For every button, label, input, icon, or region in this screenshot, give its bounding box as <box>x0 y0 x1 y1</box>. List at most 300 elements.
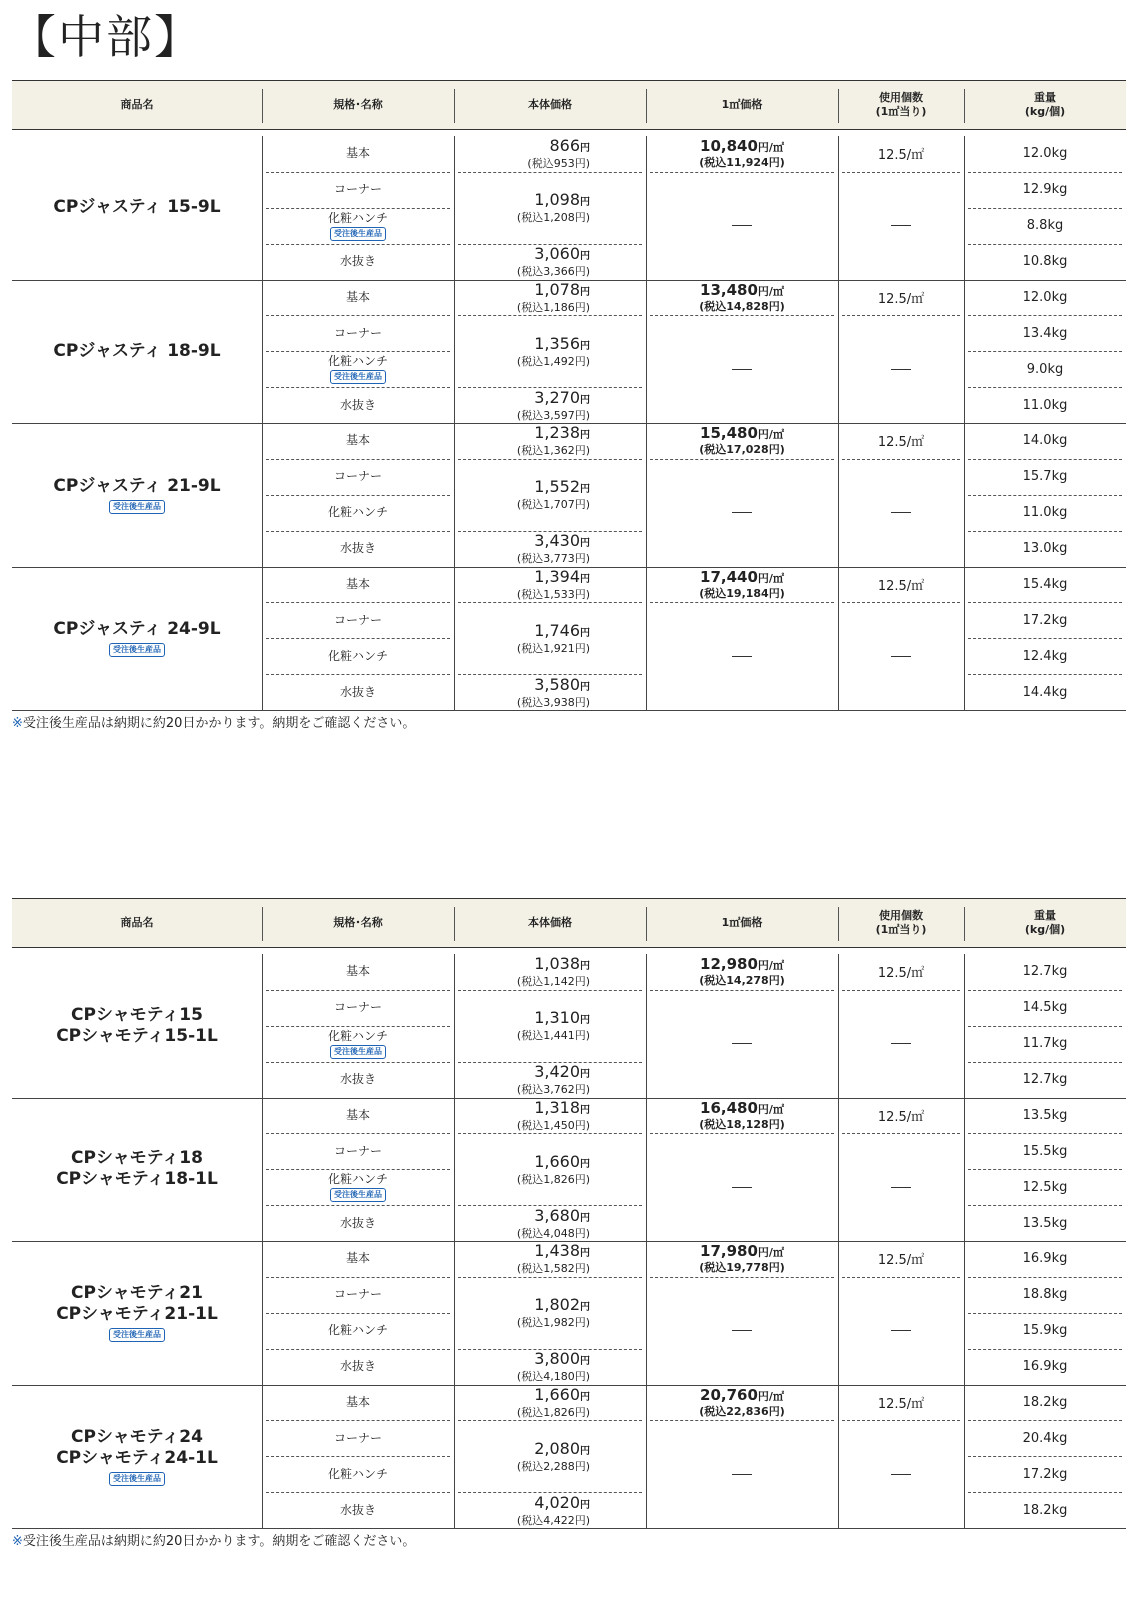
dash-mark <box>732 1043 752 1044</box>
usage-value: 12.5/㎡ <box>877 435 925 451</box>
price-unit: 円 <box>580 1356 590 1368</box>
price-unit: 円 <box>580 484 590 496</box>
header-text: 重量 <box>1034 90 1056 104</box>
price-unit: 円 <box>580 1248 590 1260</box>
usage-value: 12.5/㎡ <box>877 148 925 164</box>
price-cell <box>454 1385 590 1421</box>
order-badge: 受注後生産品 <box>109 1472 165 1486</box>
dash-mark <box>732 369 752 370</box>
tax-included-price: (税込1,142円) <box>516 975 590 989</box>
weight-value: 8.8kg <box>1026 218 1064 234</box>
not-applicable-cell <box>838 990 964 1098</box>
price-unit: 円/㎡ <box>757 284 784 298</box>
spec-cell <box>262 1492 454 1528</box>
header-divider <box>646 907 647 941</box>
weight-cell <box>964 674 1126 710</box>
spec-cell <box>262 459 454 495</box>
product-name: CPジャスティ 24-9L <box>53 619 221 640</box>
header-divider <box>454 89 455 123</box>
spec-cell <box>262 567 454 603</box>
header-text: 規格･名称 <box>333 915 383 929</box>
tax-included-price: (税込953円) <box>527 157 590 171</box>
spec-cell <box>262 495 454 531</box>
price-cell <box>454 674 590 710</box>
spec-name: 水抜き <box>339 541 376 556</box>
weight-value: 11.0kg <box>1022 505 1068 521</box>
spec-name: 化粧ハンチ <box>327 210 388 225</box>
spec-cell <box>262 1026 454 1062</box>
tax-included-price: (税込14,278円) <box>699 974 785 988</box>
weight-cell <box>964 315 1126 351</box>
spec-name: 基本 <box>345 1107 370 1122</box>
spec-name: 水抜き <box>339 397 376 412</box>
usage-cell <box>838 1098 964 1134</box>
price-value: 3,420 <box>534 1062 580 1082</box>
price-unit: 円 <box>580 1391 590 1403</box>
weight-value: 15.5kg <box>1022 1143 1068 1159</box>
header-weight <box>964 899 1126 946</box>
spec-cell <box>262 1277 454 1313</box>
not-applicable-cell <box>838 602 964 710</box>
spec-name: 基本 <box>345 289 370 304</box>
price-value: 10,840 <box>700 137 758 156</box>
base-price <box>534 1153 590 1173</box>
product-name-cell <box>12 954 262 1098</box>
header-text: (kg/個) <box>1024 922 1066 936</box>
spec-cell <box>262 1349 454 1385</box>
tax-included-price: (税込2,288円) <box>516 1459 590 1473</box>
spec-name: コーナー <box>333 182 382 197</box>
price-value: 3,430 <box>534 531 580 551</box>
footnote <box>12 1534 415 1550</box>
m2-price-cell <box>646 1385 838 1421</box>
product-name: CPシャモティ24-1L <box>56 1447 218 1468</box>
tax-included-price: (税込1,450円) <box>516 1118 590 1132</box>
price-unit: 円 <box>580 394 590 406</box>
weight-value: 17.2kg <box>1022 1466 1068 1482</box>
price-cell <box>454 387 590 423</box>
price-unit: 円 <box>580 340 590 352</box>
weight-value: 13.5kg <box>1022 1107 1068 1123</box>
usage-value: 12.5/㎡ <box>877 1109 925 1125</box>
price-value: 1,438 <box>534 1241 580 1261</box>
weight-value: 9.0kg <box>1026 361 1064 377</box>
price-table <box>12 80 1126 712</box>
weight-value: 13.5kg <box>1022 1215 1068 1231</box>
header-text: 重量 <box>1034 908 1056 922</box>
m2-price <box>700 569 784 587</box>
price-value: 4,020 <box>534 1492 580 1512</box>
spec-name: 基本 <box>345 433 370 448</box>
price-cell <box>454 1277 590 1349</box>
spec-cell <box>262 1205 454 1241</box>
weight-value: 14.0kg <box>1022 433 1068 449</box>
not-applicable-cell <box>646 602 838 710</box>
base-price <box>549 137 590 157</box>
spec-name: 基本 <box>345 1394 370 1409</box>
dash-mark <box>891 1187 911 1188</box>
dash-mark <box>891 369 911 370</box>
spec-name: 化粧ハンチ <box>327 1028 388 1043</box>
dash-mark <box>732 1474 752 1475</box>
price-unit: 円 <box>580 1212 590 1224</box>
base-price <box>534 1063 590 1083</box>
product-name: CPシャモティ15 <box>71 1004 203 1025</box>
price-unit: 円 <box>580 197 590 209</box>
header-price <box>454 899 646 946</box>
product-name: CPシャモティ15-1L <box>56 1025 218 1046</box>
price-cell <box>454 459 590 531</box>
price-unit: 円 <box>580 251 590 263</box>
weight-value: 17.2kg <box>1022 612 1068 628</box>
m2-price-cell <box>646 1241 838 1277</box>
header-text: (1㎡当り) <box>875 922 927 936</box>
m2-price <box>700 1243 784 1261</box>
price-unit: 円/㎡ <box>757 571 784 585</box>
price-value: 17,440 <box>700 567 758 586</box>
weight-cell <box>964 1026 1126 1062</box>
spec-cell <box>262 280 454 316</box>
price-unit: 円/㎡ <box>757 959 784 973</box>
weight-value: 13.0kg <box>1022 541 1068 557</box>
spec-cell <box>262 387 454 423</box>
spec-name: コーナー <box>333 469 382 484</box>
header-price <box>454 81 646 128</box>
order-badge: 受注後生産品 <box>109 500 165 514</box>
product-name: CPシャモティ18-1L <box>56 1169 218 1190</box>
price-cell <box>454 172 590 244</box>
footnote-mark: ※ <box>12 1534 23 1549</box>
price-unit: 円 <box>580 627 590 639</box>
weight-value: 11.7kg <box>1022 1036 1068 1052</box>
base-price <box>534 1009 590 1029</box>
header-divider <box>454 907 455 941</box>
weight-cell <box>964 1133 1126 1169</box>
usage-cell <box>838 423 964 459</box>
not-applicable-cell <box>646 1420 838 1528</box>
m2-price <box>700 956 784 974</box>
dash-mark <box>732 1330 752 1331</box>
spec-name: 基本 <box>345 1251 370 1266</box>
header-text: 本体価格 <box>528 97 572 111</box>
price-cell <box>454 1098 590 1134</box>
not-applicable-cell <box>838 459 964 567</box>
price-cell <box>454 1133 590 1205</box>
table-header <box>12 898 1126 948</box>
weight-value: 12.5kg <box>1022 1179 1068 1195</box>
weight-value: 15.4kg <box>1022 576 1068 592</box>
product-name: CPシャモティ24 <box>71 1426 203 1447</box>
weight-cell <box>964 459 1126 495</box>
weight-cell <box>964 1349 1126 1385</box>
product-name-cell <box>12 280 262 424</box>
base-price <box>534 1207 590 1227</box>
base-price <box>534 1350 590 1370</box>
weight-cell <box>964 954 1126 990</box>
m2-price-cell <box>646 423 838 459</box>
price-cell <box>454 280 590 316</box>
header-divider <box>646 89 647 123</box>
base-price <box>534 1494 590 1514</box>
spec-name: コーナー <box>333 612 382 627</box>
header-usage <box>838 899 964 946</box>
tax-included-price: (税込4,048円) <box>516 1226 590 1240</box>
weight-value: 16.9kg <box>1022 1359 1068 1375</box>
price-unit: 円 <box>580 1015 590 1027</box>
header-divider <box>964 89 965 123</box>
header-product <box>12 81 262 128</box>
price-unit: 円 <box>580 961 590 973</box>
spec-cell <box>262 1313 454 1349</box>
spec-name: 水抜き <box>339 1215 376 1230</box>
tax-included-price: (税込3,773円) <box>516 552 590 566</box>
price-unit: 円 <box>580 681 590 693</box>
header-text: (1㎡当り) <box>875 104 927 118</box>
usage-cell <box>838 567 964 603</box>
tax-included-price: (税込3,938円) <box>516 695 590 709</box>
dash-mark <box>891 656 911 657</box>
tax-included-price: (税込1,362円) <box>516 444 590 458</box>
weight-value: 12.0kg <box>1022 146 1068 162</box>
not-applicable-cell <box>838 172 964 280</box>
tax-included-price: (税込22,836円) <box>699 1404 785 1418</box>
price-unit: 円 <box>580 1158 590 1170</box>
weight-value: 10.8kg <box>1022 254 1068 270</box>
base-price <box>534 676 590 696</box>
order-badge: 受注後生産品 <box>109 643 165 657</box>
not-applicable-cell <box>838 1133 964 1241</box>
footnote <box>12 716 415 732</box>
spec-cell <box>262 602 454 638</box>
product-name-cell <box>12 423 262 567</box>
weight-value: 12.4kg <box>1022 648 1068 664</box>
header-text: 1㎡価格 <box>721 915 763 929</box>
order-badge: 受注後生産品 <box>109 1328 165 1342</box>
weight-cell <box>964 387 1126 423</box>
base-price <box>534 532 590 552</box>
not-applicable-cell <box>838 1420 964 1528</box>
header-divider <box>262 89 263 123</box>
spec-cell <box>262 1241 454 1277</box>
spec-name: 水抜き <box>339 684 376 699</box>
dash-mark <box>891 1474 911 1475</box>
not-applicable-cell <box>838 1277 964 1385</box>
weight-cell <box>964 1062 1126 1098</box>
price-unit: 円/㎡ <box>757 1246 784 1260</box>
header-m2-price <box>646 899 838 946</box>
product-name-cell <box>12 1241 262 1385</box>
price-value: 1,038 <box>534 954 580 974</box>
product-name: CPシャモティ18 <box>71 1148 203 1169</box>
tax-included-price: (税込1,208円) <box>516 211 590 225</box>
price-cell <box>454 315 590 387</box>
product-name: CPシャモティ21-1L <box>56 1304 218 1325</box>
spec-cell <box>262 244 454 280</box>
weight-value: 18.2kg <box>1022 1502 1068 1518</box>
usage-value: 12.5/㎡ <box>877 578 925 594</box>
usage-value: 12.5/㎡ <box>877 1253 925 1269</box>
header-text: 商品名 <box>120 97 154 111</box>
price-value: 1,552 <box>534 477 580 497</box>
header-text: 本体価格 <box>528 915 572 929</box>
header-divider <box>262 907 263 941</box>
header-text: (kg/個) <box>1024 104 1066 118</box>
product-name-cell <box>12 567 262 711</box>
weight-cell <box>964 495 1126 531</box>
spec-name: 化粧ハンチ <box>327 505 388 520</box>
not-applicable-cell <box>646 315 838 423</box>
spec-name: 水抜き <box>339 1072 376 1087</box>
page-title: 【中部】 <box>10 10 202 64</box>
spec-name: 水抜き <box>339 1502 376 1517</box>
order-badge: 受注後生産品 <box>330 370 386 384</box>
order-badge: 受注後生産品 <box>330 1188 386 1202</box>
tax-included-price: (税込14,828円) <box>699 299 785 313</box>
weight-cell <box>964 136 1126 172</box>
spec-cell <box>262 1169 454 1205</box>
price-unit: 円/㎡ <box>757 141 784 155</box>
tax-included-price: (税込1,582円) <box>516 1262 590 1276</box>
tax-included-price: (税込3,762円) <box>516 1083 590 1097</box>
weight-cell <box>964 172 1126 208</box>
tax-included-price: (税込18,128円) <box>699 1117 785 1131</box>
footnote-text: 受注後生産品は納期に約20日かかります。納期をご確認ください。 <box>22 716 416 731</box>
tax-included-price: (税込1,982円) <box>516 1316 590 1330</box>
price-value: 2,080 <box>534 1438 580 1458</box>
base-price <box>534 424 590 444</box>
spec-cell <box>262 136 454 172</box>
header-text: 商品名 <box>120 915 154 929</box>
usage-value: 12.5/㎡ <box>877 291 925 307</box>
footnote-text: 受注後生産品は納期に約20日かかります。納期をご確認ください。 <box>22 1534 416 1549</box>
spec-name: コーナー <box>333 1000 382 1015</box>
price-value: 866 <box>549 136 580 156</box>
header-text: 使用個数 <box>879 90 923 104</box>
tax-included-price: (税込17,028円) <box>699 443 785 457</box>
price-cell <box>454 1492 590 1528</box>
price-value: 1,802 <box>534 1295 580 1315</box>
weight-cell <box>964 1169 1126 1205</box>
usage-cell <box>838 136 964 172</box>
tax-included-price: (税込1,441円) <box>516 1029 590 1043</box>
header-text: 規格･名称 <box>333 97 383 111</box>
weight-cell <box>964 1385 1126 1421</box>
price-cell <box>454 567 590 603</box>
price-value: 1,660 <box>534 1151 580 1171</box>
spec-cell <box>262 1133 454 1169</box>
weight-value: 12.7kg <box>1022 1072 1068 1088</box>
price-unit: 円 <box>580 1302 590 1314</box>
price-value: 1,310 <box>534 1008 580 1028</box>
product-name-cell <box>12 1385 262 1529</box>
weight-cell <box>964 1098 1126 1134</box>
tax-included-price: (税込1,921円) <box>516 641 590 655</box>
tax-included-price: (税込19,184円) <box>699 586 785 600</box>
weight-cell <box>964 244 1126 280</box>
spec-cell <box>262 172 454 208</box>
spec-name: 基本 <box>345 576 370 591</box>
weight-value: 12.0kg <box>1022 289 1068 305</box>
weight-cell <box>964 280 1126 316</box>
header-divider <box>838 89 839 123</box>
price-cell <box>454 602 590 674</box>
price-cell <box>454 1205 590 1241</box>
base-price <box>534 335 590 355</box>
price-cell <box>454 244 590 280</box>
base-price <box>534 1296 590 1316</box>
m2-price-cell <box>646 567 838 603</box>
product-name: CPジャスティ 18-9L <box>53 340 221 361</box>
weight-value: 14.4kg <box>1022 684 1068 700</box>
not-applicable-cell <box>646 990 838 1098</box>
dash-mark <box>891 1043 911 1044</box>
tax-included-price: (税込1,533円) <box>516 587 590 601</box>
m2-price <box>700 1387 784 1405</box>
spec-cell <box>262 351 454 387</box>
m2-price <box>700 425 784 443</box>
spec-cell <box>262 638 454 674</box>
spec-cell <box>262 1420 454 1456</box>
product-name-cell <box>12 136 262 280</box>
spec-cell <box>262 315 454 351</box>
tax-included-price: (税込3,366円) <box>516 265 590 279</box>
header-divider <box>964 907 965 941</box>
tax-included-price: (税込1,826円) <box>516 1405 590 1419</box>
spec-cell <box>262 990 454 1026</box>
spec-name: 水抜き <box>339 1359 376 1374</box>
spec-name: 化粧ハンチ <box>327 1466 388 1481</box>
tax-included-price: (税込1,707円) <box>516 498 590 512</box>
price-unit: 円/㎡ <box>757 1389 784 1403</box>
price-cell <box>454 531 590 567</box>
price-value: 1,078 <box>534 279 580 299</box>
base-price <box>534 1242 590 1262</box>
tax-included-price: (税込4,180円) <box>516 1370 590 1384</box>
spec-name: 基本 <box>345 146 370 161</box>
footnote-mark: ※ <box>12 716 23 731</box>
price-value: 3,680 <box>534 1205 580 1225</box>
price-value: 1,098 <box>534 190 580 210</box>
price-value: 1,394 <box>534 566 580 586</box>
price-unit: 円 <box>580 430 590 442</box>
table-bottom-line <box>12 1528 1126 1529</box>
price-value: 1,238 <box>534 423 580 443</box>
tax-included-price: (税込1,186円) <box>516 300 590 314</box>
usage-value: 12.5/㎡ <box>877 1396 925 1412</box>
weight-value: 11.0kg <box>1022 397 1068 413</box>
price-cell <box>454 423 590 459</box>
weight-cell <box>964 1492 1126 1528</box>
price-cell <box>454 954 590 990</box>
tax-included-price: (税込1,492円) <box>516 354 590 368</box>
dash-mark <box>891 1330 911 1331</box>
dash-mark <box>732 512 752 513</box>
spec-name: 化粧ハンチ <box>327 648 388 663</box>
product-name: CPジャスティ 21-9L <box>53 475 221 496</box>
price-value: 3,580 <box>534 674 580 694</box>
base-price <box>534 389 590 409</box>
spec-name: コーナー <box>333 325 382 340</box>
spec-cell <box>262 674 454 710</box>
spec-name: コーナー <box>333 1143 382 1158</box>
dash-mark <box>891 512 911 513</box>
price-unit: 円 <box>580 1069 590 1081</box>
base-price <box>534 622 590 642</box>
weight-cell <box>964 1313 1126 1349</box>
product-name: CPジャスティ 15-9L <box>53 197 221 218</box>
spec-name: 化粧ハンチ <box>327 1172 388 1187</box>
base-price <box>534 281 590 301</box>
